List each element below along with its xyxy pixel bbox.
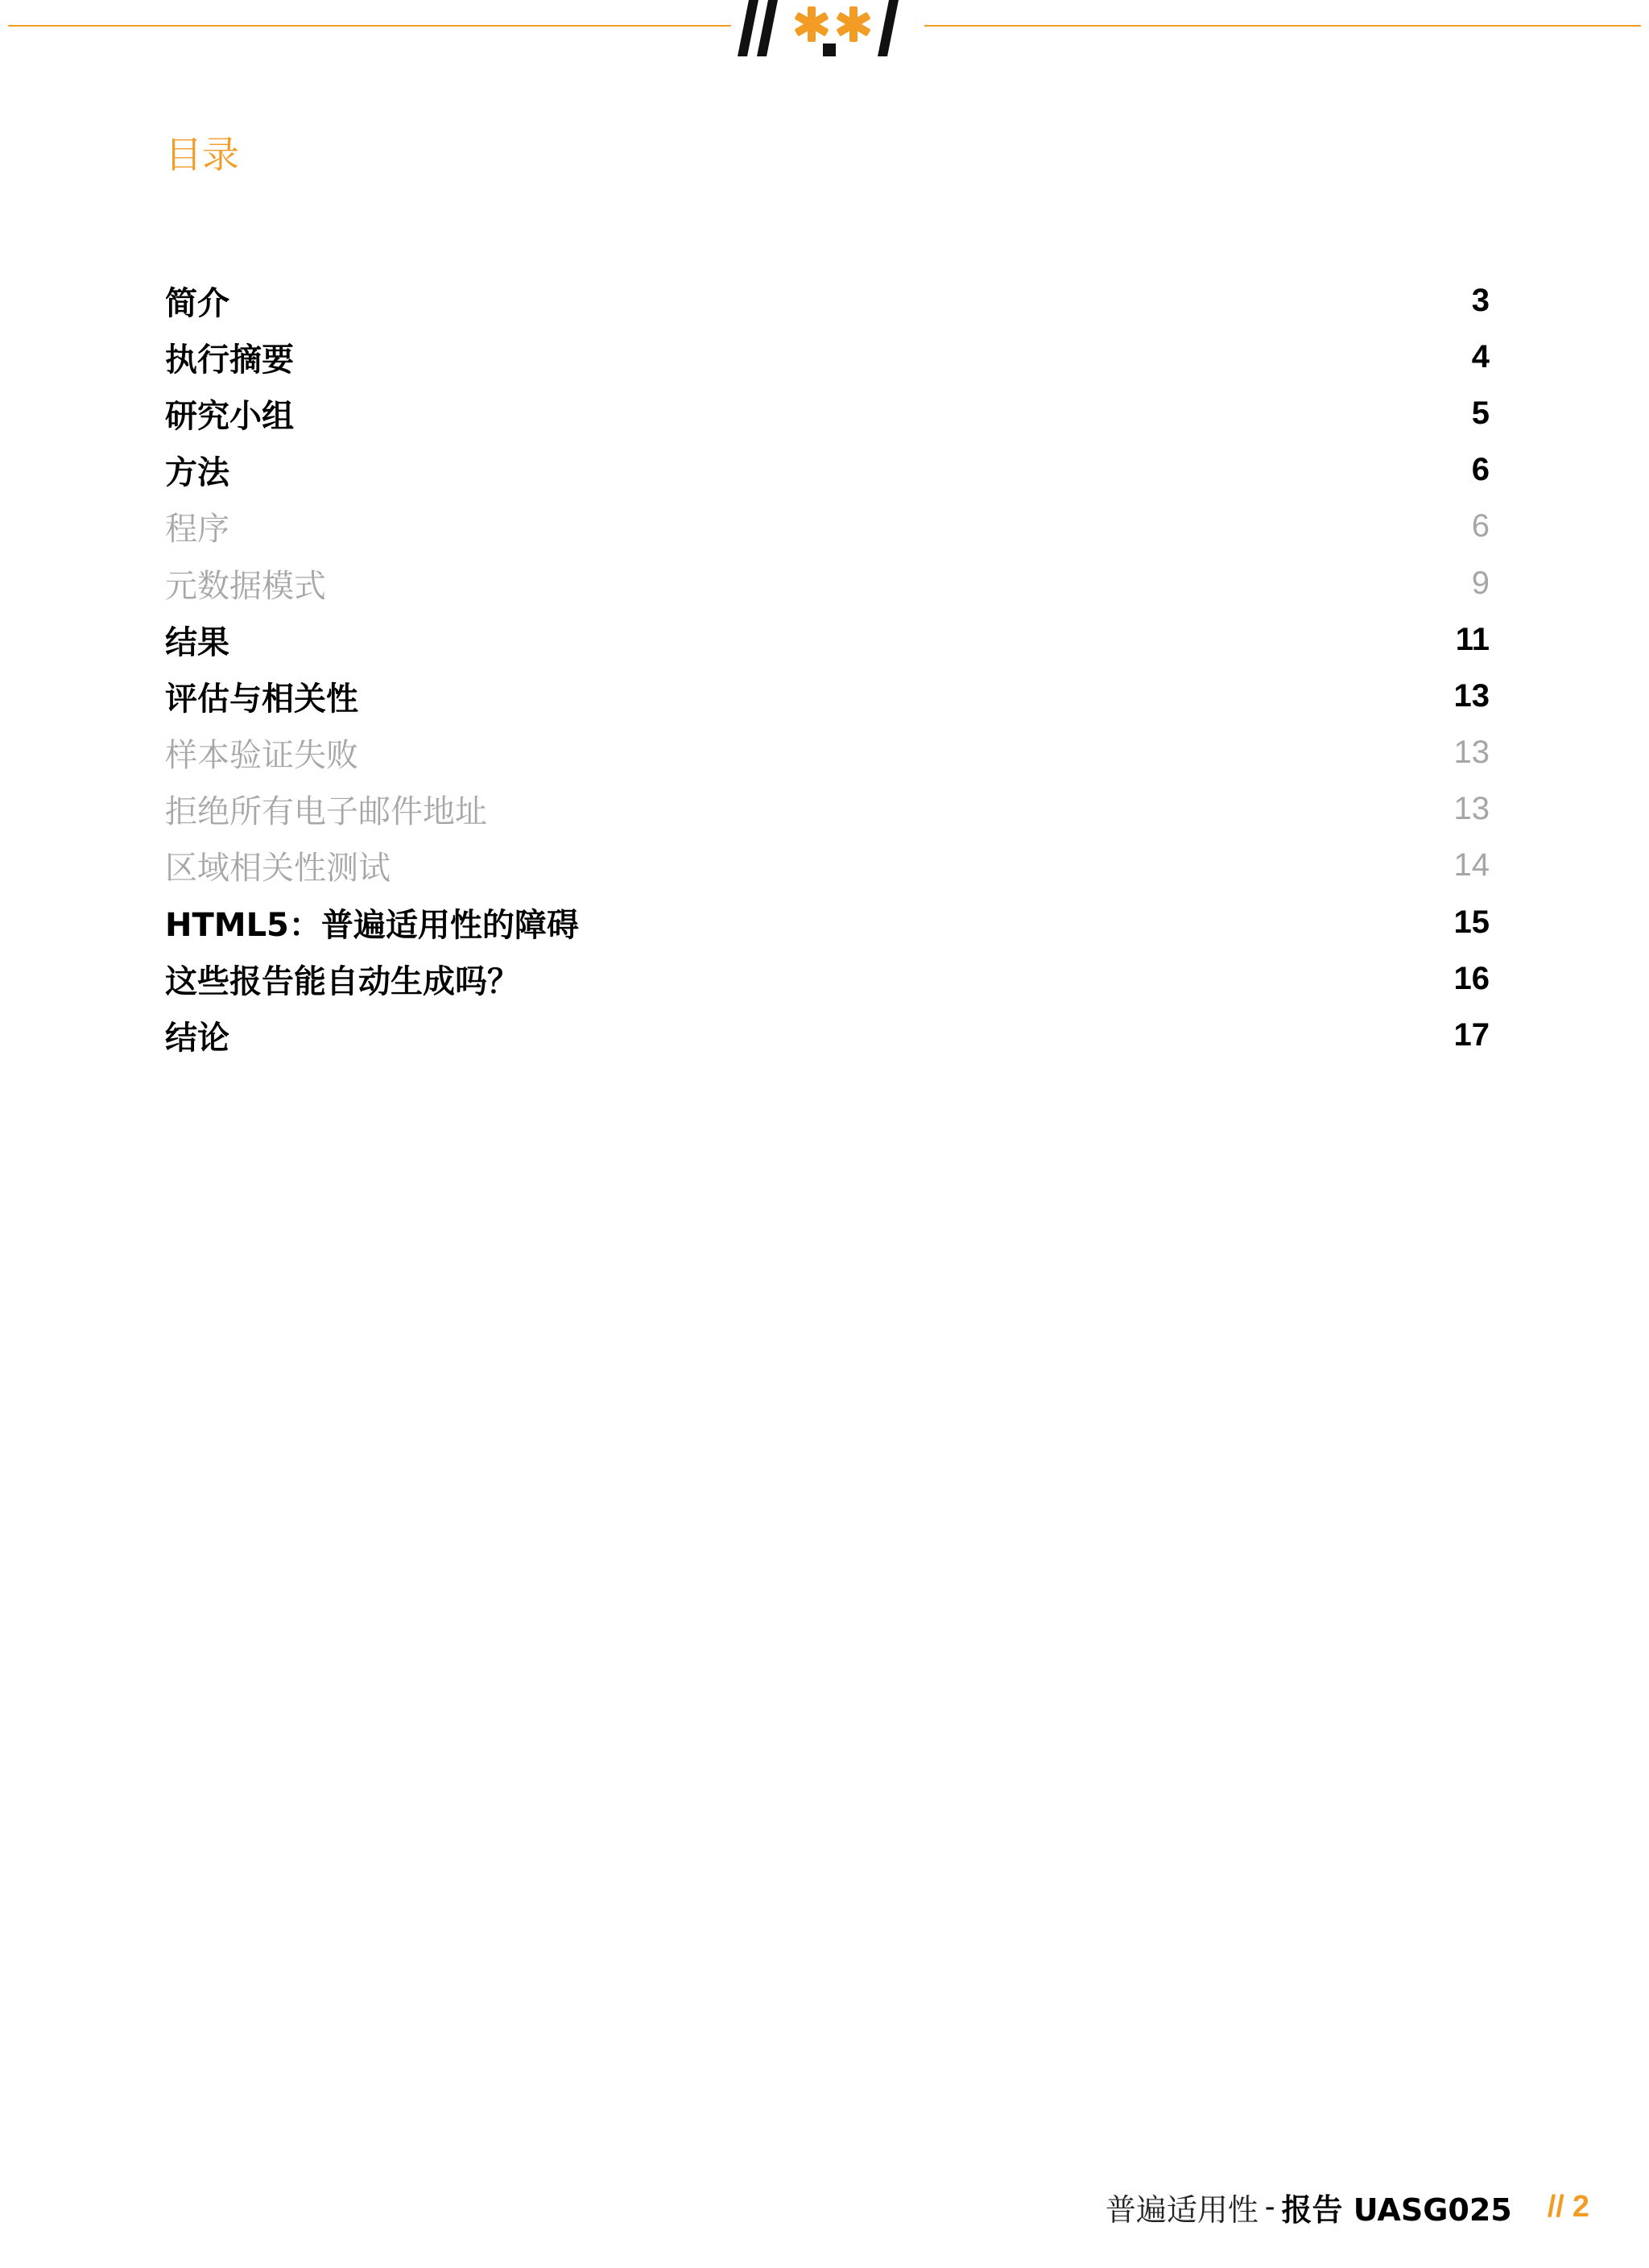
toc-entry[interactable] — [165, 499, 1490, 555]
toc-entry-label: 区域相关性测试 — [165, 850, 391, 888]
toc-title: 目录 — [165, 133, 239, 176]
toc-entry-label: 研究小组 — [165, 397, 294, 435]
toc-entry[interactable] — [165, 838, 1490, 894]
toc-entry-page-number: 14 — [1453, 847, 1490, 884]
toc-entry-page-number: 6 — [1471, 508, 1490, 544]
toc-entry-label: 元数据模式 — [165, 567, 326, 605]
toc-entry-page-number: 4 — [1471, 338, 1490, 375]
footer-slashes: // — [1547, 2189, 1564, 2224]
toc-entry-label: 评估与相关性 — [165, 680, 358, 718]
toc-entry-label: 样本验证失败 — [165, 737, 358, 775]
toc-entry-label: 简介 — [165, 284, 229, 322]
toc-entry-label: 执行摘要 — [165, 341, 294, 379]
toc-entry[interactable] — [165, 611, 1490, 668]
header-rule-left — [8, 25, 731, 27]
toc-entry[interactable] — [165, 385, 1490, 441]
footer-page-number: 2 — [1572, 2189, 1589, 2224]
page-footer — [1106, 2184, 1589, 2229]
toc-entry-label: 方法 — [165, 454, 229, 492]
toc-entry-label: 程序 — [165, 511, 229, 548]
toc-entry-page-number: 5 — [1471, 395, 1490, 431]
toc-entry[interactable] — [165, 555, 1490, 611]
toc-entry-label: 这些报告能自动生成吗？ — [165, 962, 519, 1000]
footer-report-id: 报告 UASG025 — [1281, 2191, 1512, 2228]
toc-entry[interactable] — [165, 1007, 1490, 1063]
footer-separator: - — [1264, 2189, 1275, 2224]
toc-entry-page-number: 16 — [1453, 960, 1490, 996]
toc-entry[interactable] — [165, 950, 1490, 1007]
toc-entry[interactable] — [165, 781, 1490, 838]
toc-entry-page-number: 6 — [1471, 452, 1490, 488]
toc-entry[interactable] — [165, 329, 1490, 385]
toc-entry-label: 结果 — [165, 623, 229, 661]
toc-entry-page-number: 11 — [1455, 621, 1490, 657]
header-rule-right — [924, 25, 1641, 27]
toc-entry-label: 拒绝所有电子邮件地址 — [165, 793, 487, 831]
toc-entry-page-number: 13 — [1453, 735, 1490, 771]
slashes-asterisk-dot-logo-icon — [731, 0, 924, 61]
toc-entry[interactable] — [165, 668, 1490, 724]
toc-entry-page-number: 13 — [1453, 791, 1490, 827]
toc-entry-label: HTML5：普遍适用性的障碍 — [165, 906, 579, 944]
toc-list — [165, 272, 1490, 1064]
footer-series-title: 普遍适用性 — [1105, 2191, 1258, 2228]
toc-entry-page-number: 15 — [1453, 904, 1490, 940]
toc-entry-label: 结论 — [165, 1020, 229, 1057]
toc-entry[interactable] — [165, 725, 1490, 781]
toc-entry-page-number: 9 — [1471, 565, 1490, 601]
toc-entry-page-number: 3 — [1471, 282, 1490, 318]
toc-entry[interactable] — [165, 894, 1490, 950]
toc-entry[interactable] — [165, 272, 1490, 329]
toc-entry-page-number: 17 — [1453, 1017, 1490, 1053]
toc-entry-page-number: 13 — [1453, 677, 1490, 714]
toc-entry[interactable] — [165, 442, 1490, 499]
